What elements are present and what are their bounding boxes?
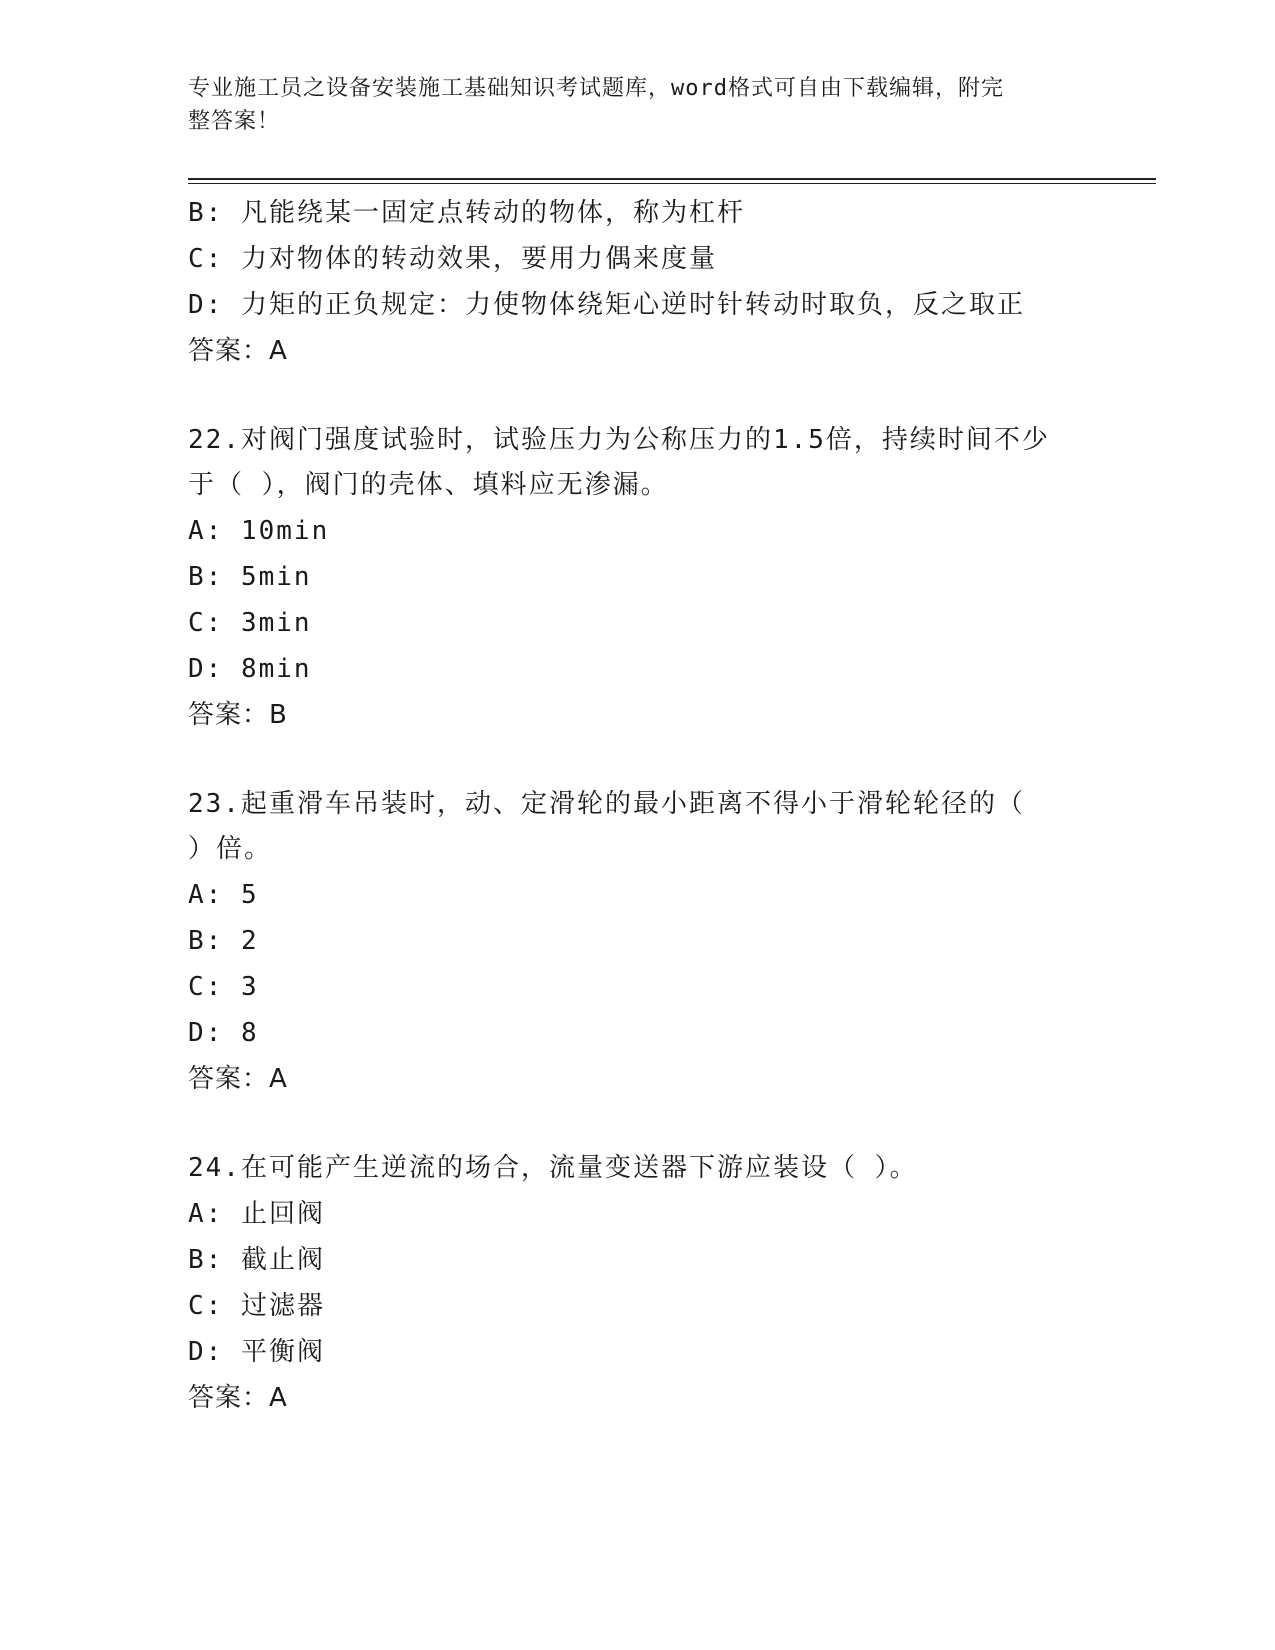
option-a: A: 5 [188, 880, 259, 910]
option-d: D: 平衡阀 [188, 1337, 325, 1367]
question-block-21 [188, 190, 1088, 374]
option-b: B: 2 [188, 926, 259, 956]
spacer [188, 1102, 1088, 1146]
header-divider-thin [188, 183, 1156, 184]
header-line-2: 整答案！ [188, 109, 281, 134]
option-a: A: 止回阀 [188, 1199, 325, 1229]
question-list [188, 190, 1088, 1421]
spacer [188, 738, 1088, 782]
option-d: D: 8min [188, 654, 312, 684]
header-line-1: 专业施工员之设备安装施工基础知识考试题库，word格式可自由下载编辑，附完 [188, 76, 1004, 101]
option-d: D: 力矩的正负规定：力使物体绕矩心逆时针转动时取负，反之取正 [188, 290, 1025, 320]
question-stem-continued: 于（ ），阀门的壳体、填料应无渗漏。 [188, 470, 669, 500]
option-b: B: 凡能绕某一固定点转动的物体，称为杠杆 [188, 198, 745, 228]
question-block-23 [188, 782, 1088, 1102]
document-header [188, 72, 1068, 138]
option-d: D: 8 [188, 1018, 259, 1048]
option-c: C: 力对物体的转动效果，要用力偶来度量 [188, 244, 717, 274]
option-c: C: 过滤器 [188, 1291, 325, 1321]
question-block-24 [188, 1146, 1088, 1421]
question-block-22 [188, 418, 1088, 738]
question-stem-continued: ）倍。 [188, 834, 273, 864]
header-divider [188, 178, 1156, 180]
answer-line: 答案：A [188, 336, 288, 366]
option-b: B: 截止阀 [188, 1245, 325, 1275]
option-b: B: 5min [188, 562, 312, 592]
question-stem: 23.起重滑车吊装时，动、定滑轮的最小距离不得小于滑轮轮径的（ [188, 789, 1025, 819]
question-stem: 22.对阀门强度试验时，试验压力为公称压力的1.5倍，持续时间不少 [188, 425, 1050, 455]
answer-line: 答案：A [188, 1064, 288, 1094]
answer-line: 答案：A [188, 1383, 288, 1413]
answer-line: 答案：B [188, 700, 288, 730]
option-c: C: 3 [188, 972, 259, 1002]
question-stem: 24.在可能产生逆流的场合，流量变送器下游应装设（ ）。 [188, 1153, 918, 1183]
option-c: C: 3min [188, 608, 312, 638]
option-a: A: 10min [188, 516, 330, 546]
spacer [188, 374, 1088, 418]
